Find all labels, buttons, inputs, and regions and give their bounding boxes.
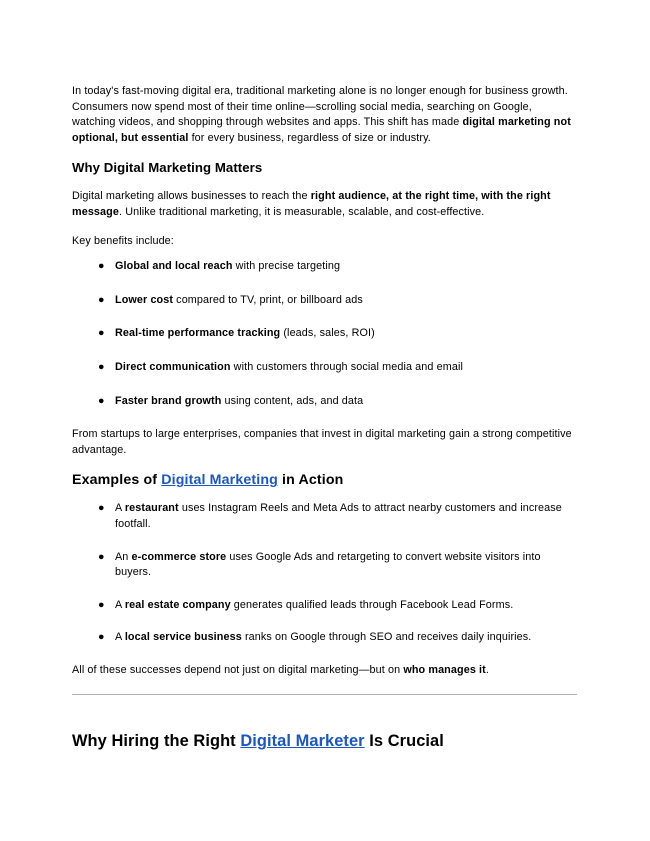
- list-item-bold: Direct communication: [115, 360, 231, 373]
- list-item-bold: Lower cost: [115, 293, 174, 306]
- list-item: [72, 394, 578, 410]
- list-item-rest: uses Instagram Reels and Meta Ads to attract nearby customers and increase footfall.: [115, 502, 562, 530]
- link-digital-marketing[interactable]: Digital Marketing: [161, 472, 278, 489]
- list-item-bold: e-commerce store: [131, 550, 227, 563]
- list-item: [72, 630, 578, 646]
- list-item-pre: A: [115, 598, 125, 611]
- list-item: [72, 360, 578, 376]
- list-item-pre: An: [115, 550, 132, 563]
- bullet-icon: ●: [98, 360, 105, 373]
- list-item: [72, 326, 578, 342]
- bullet-icon: ●: [98, 293, 105, 306]
- hiring-heading-part1: Why Hiring the Right: [72, 732, 241, 751]
- bullet-icon: ●: [98, 260, 105, 273]
- list-item-rest: compared to TV, print, or billboard ads: [173, 293, 363, 306]
- successes-text-part3: .: [485, 663, 489, 676]
- section-divider: [72, 694, 577, 695]
- bullet-icon: ●: [98, 550, 105, 563]
- list-item-bold: Global and local reach: [115, 260, 233, 273]
- document-content: [72, 84, 578, 752]
- list-item-bold: Faster brand growth: [115, 394, 222, 407]
- key-benefits-label: Key benefits include:: [72, 234, 174, 247]
- allows-text-part3: . Unlike traditional marketing, it is measurable, scalable, and cost-effective.: [118, 205, 485, 218]
- list-item-rest: using content, ads, and data: [221, 394, 364, 407]
- list-item-rest: generates qualified leads through Facebook Lead Forms.: [230, 598, 514, 611]
- list-item-rest: ranks on Google through SEO and receives daily inquiries.: [241, 631, 532, 644]
- list-item-bold: real estate company: [124, 598, 231, 611]
- list-item: [72, 550, 578, 581]
- list-item-pre: A: [115, 502, 125, 515]
- intro-paragraph: [72, 84, 578, 146]
- heading-examples-in-action: [72, 471, 578, 489]
- list-item-bold: restaurant: [124, 502, 179, 515]
- intro-text-part1: In today's fast-moving digital era, traditional marketing alone is no longer enough for business growth. Consumers now spend most of their time online—scrolling social media, searching on Google, watching videos, and shopping through websites and apps. This shift has made: [72, 85, 568, 129]
- allows-bold-phrase: right audience, at the right time, with the right message: [72, 190, 551, 218]
- list-item-rest: uses Google Ads and retargeting to convert website visitors into buyers.: [115, 550, 541, 579]
- benefits-list: [72, 259, 578, 409]
- successes-bold-phrase: who manages it: [403, 663, 486, 676]
- bullet-icon: ●: [98, 631, 105, 644]
- link-digital-marketer[interactable]: Digital Marketer: [240, 732, 365, 751]
- examples-list: [72, 501, 578, 646]
- bullet-icon: ●: [98, 502, 105, 515]
- list-item-rest: with precise targeting: [232, 260, 341, 273]
- list-item: [72, 598, 578, 614]
- heading-why-hiring-right-digital-marketer: [72, 731, 578, 752]
- bullet-icon: ●: [98, 327, 105, 340]
- list-item-rest: (leads, sales, ROI): [280, 327, 375, 340]
- list-item-bold: local service business: [124, 631, 242, 644]
- list-item: [72, 293, 578, 309]
- list-item-rest: with customers through social media and email: [230, 360, 463, 373]
- paragraph-startups-enterprises: From startups to large enterprises, companies that invest in digital marketing gain a strong competitive advantage.: [72, 428, 572, 456]
- intro-text-part3: for every business, regardless of size or industry.: [188, 131, 431, 144]
- bullet-icon: ●: [98, 394, 105, 407]
- list-item: [72, 501, 578, 532]
- list-item-bold: Real-time performance tracking: [115, 327, 281, 340]
- intro-bold-phrase: digital marketing not optional, but essential: [72, 116, 571, 144]
- heading-why-digital-marketing-matters: Why Digital Marketing Matters: [72, 160, 263, 176]
- examples-heading-part3: in Action: [277, 472, 344, 489]
- allows-text-part1: Digital marketing allows businesses to reach the: [72, 190, 311, 203]
- paragraph-allows-businesses: [72, 189, 578, 220]
- successes-text-part1: All of these successes depend not just on digital marketing—but on: [72, 663, 404, 676]
- hiring-heading-part3: Is Crucial: [364, 732, 444, 751]
- paragraph-all-successes: [72, 663, 578, 679]
- examples-heading-part1: Examples of: [72, 472, 162, 489]
- list-item: [72, 259, 578, 275]
- bullet-icon: ●: [98, 598, 105, 611]
- list-item-pre: A: [115, 631, 125, 644]
